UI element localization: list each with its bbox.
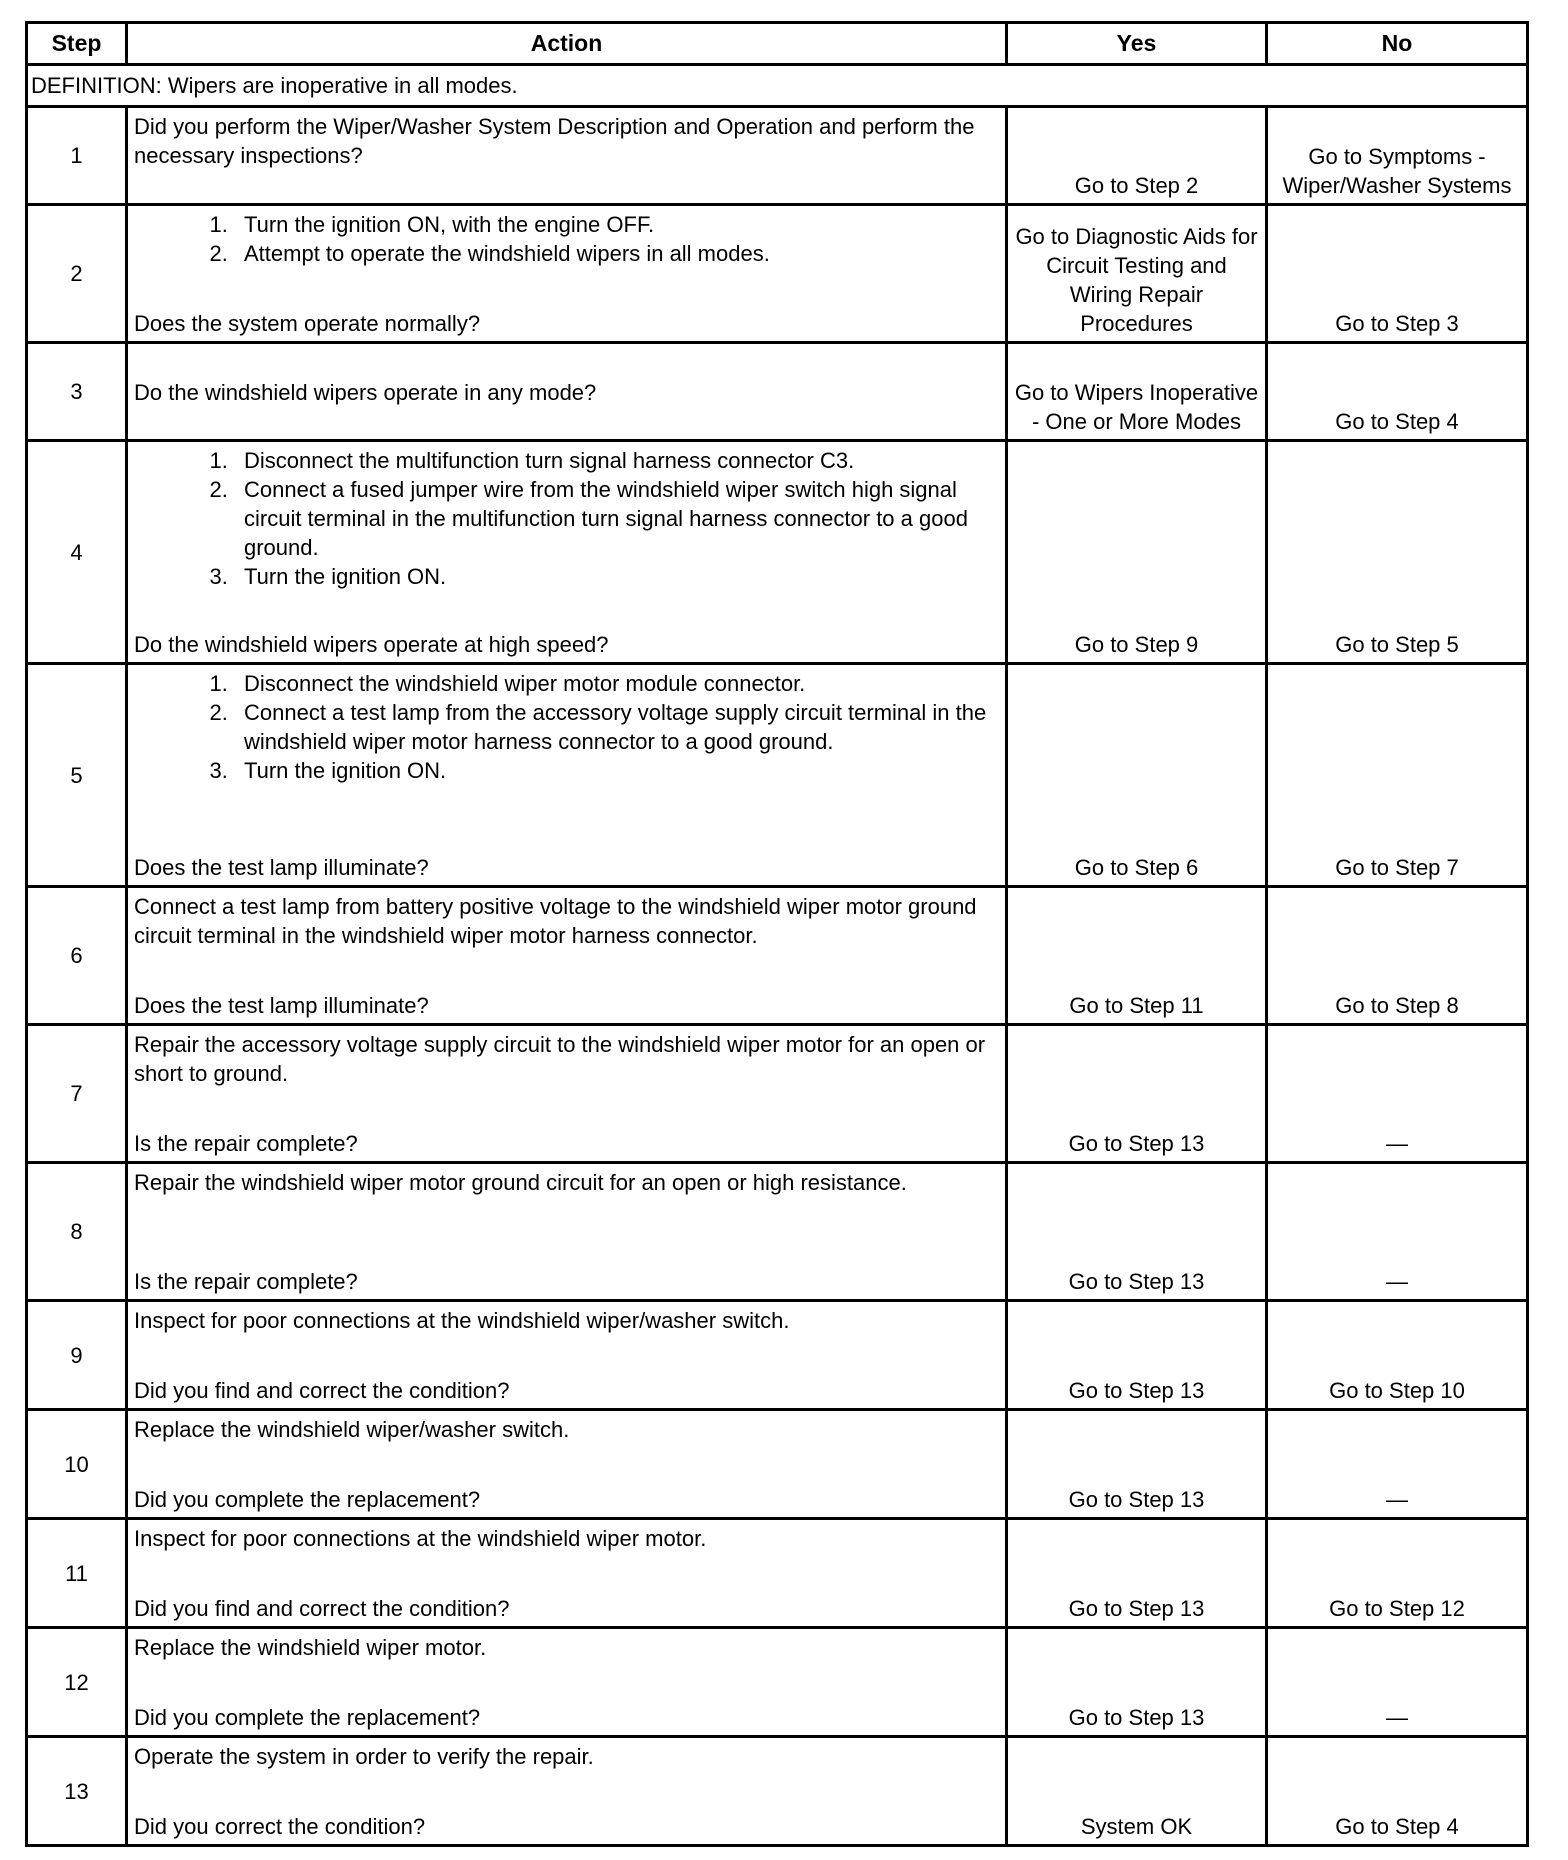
table-row bbox=[27, 1628, 1528, 1737]
table-row bbox=[27, 887, 1528, 1025]
step-number: 9 bbox=[27, 1301, 127, 1410]
no-result: Go to Step 8 bbox=[1267, 887, 1528, 1025]
action-instruction: Did you perform the Wiper/Washer System Description and Operation and perform the necessary inspections? bbox=[134, 114, 975, 168]
action-cell bbox=[127, 1628, 1007, 1737]
action-question: Does the test lamp illuminate? bbox=[134, 993, 429, 1018]
table-row bbox=[27, 1737, 1528, 1846]
action-cell bbox=[127, 1301, 1007, 1410]
table-row bbox=[27, 441, 1528, 664]
step-number: 12 bbox=[27, 1628, 127, 1737]
no-result: Go to Step 4 bbox=[1267, 343, 1528, 441]
action-cell bbox=[127, 887, 1007, 1025]
step-number: 5 bbox=[27, 664, 127, 887]
no-result: Go to Step 10 bbox=[1267, 1301, 1528, 1410]
action-step-item: 1. Disconnect the multifunction turn signal harness connector C3. bbox=[234, 446, 999, 475]
step-number: 1 bbox=[27, 107, 127, 205]
yes-result: System OK bbox=[1007, 1737, 1267, 1846]
table-row bbox=[27, 664, 1528, 887]
yes-result: Go to Step 9 bbox=[1007, 441, 1267, 664]
step-number: 6 bbox=[27, 887, 127, 1025]
table-row bbox=[27, 1519, 1528, 1628]
action-instruction: Repair the windshield wiper motor ground circuit for an open or high resistance. bbox=[134, 1170, 907, 1195]
action-question: Is the repair complete? bbox=[134, 1131, 358, 1156]
action-step-item: 2. Attempt to operate the windshield wipers in all modes. bbox=[234, 239, 999, 268]
action-instruction: Replace the windshield wiper motor. bbox=[134, 1635, 487, 1660]
table-row bbox=[27, 1410, 1528, 1519]
action-instruction: Repair the accessory voltage supply circuit to the windshield wiper motor for an open or short to ground. bbox=[134, 1032, 986, 1086]
action-cell bbox=[127, 1163, 1007, 1301]
table-row bbox=[27, 1025, 1528, 1163]
table-row bbox=[27, 343, 1528, 441]
yes-result: Go to Step 13 bbox=[1007, 1628, 1267, 1737]
action-cell bbox=[127, 664, 1007, 887]
step-number: 13 bbox=[27, 1737, 127, 1846]
action-instruction: Operate the system in order to verify the repair. bbox=[134, 1744, 594, 1769]
no-result: Go to Symptoms - Wiper/Washer Systems bbox=[1267, 107, 1528, 205]
no-result: Go to Step 7 bbox=[1267, 664, 1528, 887]
action-step-item: 1. Disconnect the windshield wiper motor module connector. bbox=[234, 669, 999, 698]
table-row bbox=[27, 1163, 1528, 1301]
no-result: Go to Step 12 bbox=[1267, 1519, 1528, 1628]
step-number: 4 bbox=[27, 441, 127, 664]
definition-row bbox=[27, 65, 1528, 107]
action-step-list bbox=[134, 210, 999, 268]
header-action: Action bbox=[127, 23, 1007, 65]
yes-result: Go to Step 13 bbox=[1007, 1410, 1267, 1519]
no-result: Go to Step 5 bbox=[1267, 441, 1528, 664]
yes-result: Go to Diagnostic Aids for Circuit Testing and Wiring Repair Procedures bbox=[1007, 205, 1267, 343]
yes-result: Go to Step 13 bbox=[1007, 1301, 1267, 1410]
action-question: Is the repair complete? bbox=[134, 1269, 358, 1294]
action-question: Does the test lamp illuminate? bbox=[134, 855, 429, 880]
diagnostic-table bbox=[25, 21, 1529, 1847]
action-cell bbox=[127, 107, 1007, 205]
action-cell bbox=[127, 205, 1007, 343]
yes-result: Go to Step 2 bbox=[1007, 107, 1267, 205]
action-question: Did you complete the replacement? bbox=[134, 1705, 481, 1730]
action-cell bbox=[127, 441, 1007, 664]
step-number: 2 bbox=[27, 205, 127, 343]
action-cell bbox=[127, 1025, 1007, 1163]
action-question: Do the windshield wipers operate in any mode? bbox=[134, 379, 597, 405]
yes-result: Go to Step 13 bbox=[1007, 1025, 1267, 1163]
header-yes: Yes bbox=[1007, 23, 1267, 65]
action-instruction: Replace the windshield wiper/washer switch. bbox=[134, 1417, 570, 1442]
action-instruction: Inspect for poor connections at the windshield wiper motor. bbox=[134, 1526, 707, 1551]
action-step-item: 1. Turn the ignition ON, with the engine OFF. bbox=[234, 210, 999, 239]
action-step-item: 3. Turn the ignition ON. bbox=[234, 756, 999, 785]
action-step-item: 3. Turn the ignition ON. bbox=[234, 562, 999, 591]
yes-result: Go to Step 13 bbox=[1007, 1519, 1267, 1628]
no-result: Go to Step 3 bbox=[1267, 205, 1528, 343]
action-instruction: Connect a test lamp from battery positive voltage to the windshield wiper motor ground circuit terminal in the windshield wiper motor harness connector. bbox=[134, 894, 977, 948]
yes-result: Go to Step 6 bbox=[1007, 664, 1267, 887]
table-row bbox=[27, 1301, 1528, 1410]
definition-text: DEFINITION: Wipers are inoperative in all modes. bbox=[27, 65, 1528, 107]
no-result: Go to Step 4 bbox=[1267, 1737, 1528, 1846]
action-cell bbox=[127, 1737, 1007, 1846]
header-step: Step bbox=[27, 23, 127, 65]
step-number: 11 bbox=[27, 1519, 127, 1628]
table-row bbox=[27, 205, 1528, 343]
yes-result: Go to Wipers Inoperative - One or More Modes bbox=[1007, 343, 1267, 441]
step-number: 3 bbox=[27, 343, 127, 441]
step-number: 7 bbox=[27, 1025, 127, 1163]
table-row bbox=[27, 107, 1528, 205]
action-question: Did you complete the replacement? bbox=[134, 1487, 481, 1512]
no-result: — bbox=[1267, 1025, 1528, 1163]
step-number: 10 bbox=[27, 1410, 127, 1519]
no-result: — bbox=[1267, 1410, 1528, 1519]
no-result: — bbox=[1267, 1628, 1528, 1737]
action-cell bbox=[127, 343, 1007, 441]
action-question: Does the system operate normally? bbox=[134, 311, 481, 336]
action-question: Do the windshield wipers operate at high speed? bbox=[134, 632, 609, 657]
action-step-list bbox=[134, 669, 999, 785]
action-step-item: 2. Connect a test lamp from the accessory voltage supply circuit terminal in the windshield wiper motor harness connector to a good ground. bbox=[234, 698, 999, 756]
yes-result: Go to Step 11 bbox=[1007, 887, 1267, 1025]
action-instruction: Inspect for poor connections at the windshield wiper/washer switch. bbox=[134, 1308, 790, 1333]
action-cell bbox=[127, 1519, 1007, 1628]
step-number: 8 bbox=[27, 1163, 127, 1301]
yes-result: Go to Step 13 bbox=[1007, 1163, 1267, 1301]
action-cell bbox=[127, 1410, 1007, 1519]
header-no: No bbox=[1267, 23, 1528, 65]
no-result: — bbox=[1267, 1163, 1528, 1301]
action-question: Did you find and correct the condition? bbox=[134, 1596, 510, 1621]
action-question: Did you find and correct the condition? bbox=[134, 1378, 510, 1403]
action-step-list bbox=[134, 446, 999, 591]
action-question: Did you correct the condition? bbox=[134, 1814, 426, 1839]
header-row bbox=[27, 23, 1528, 65]
action-step-item: 2. Connect a fused jumper wire from the windshield wiper switch high signal circuit terminal in the multifunction turn signal harness connector to a good ground. bbox=[234, 475, 999, 562]
